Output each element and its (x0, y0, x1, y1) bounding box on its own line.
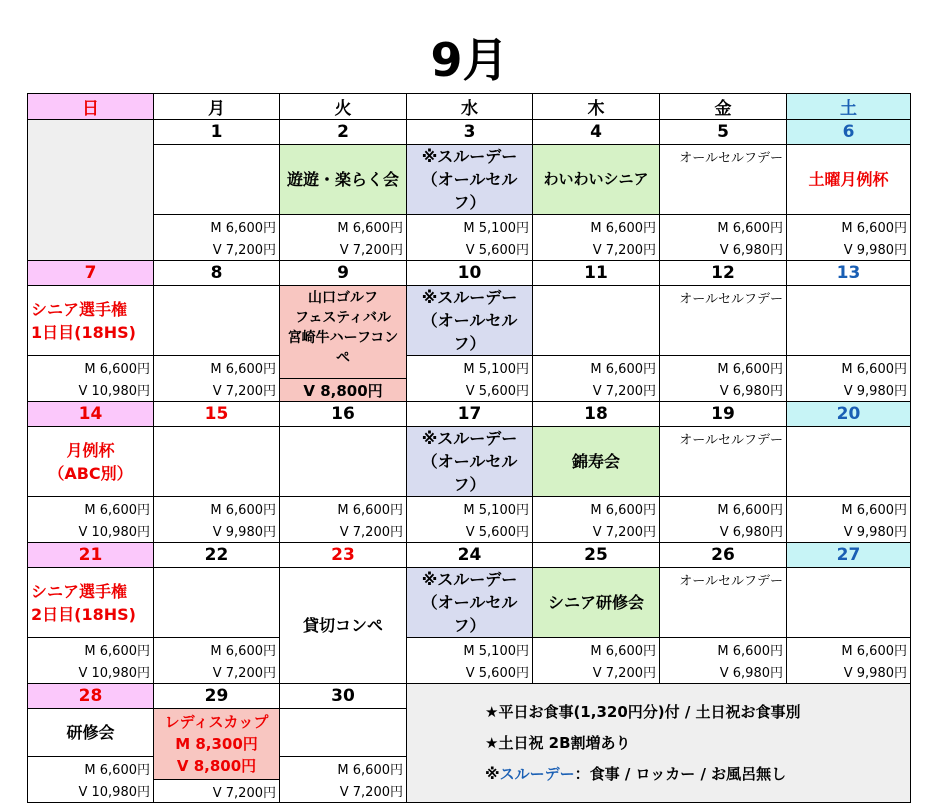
price-v: V 5,600円 (407, 238, 533, 261)
price-m: M 6,600円 (787, 497, 911, 520)
event-cell: ※スルーデー （オールセルフ） (407, 568, 533, 638)
event-cell: ※スルーデー （オールセルフ） (407, 145, 533, 215)
date-cell[interactable]: 3 (407, 120, 533, 145)
price-m: M 6,600円 (28, 356, 154, 379)
week3-event-row (28, 427, 911, 497)
price-v: V 6,980円 (660, 238, 787, 261)
note-mark: ※ (485, 764, 500, 783)
price-v: V 5,600円 (407, 661, 533, 684)
date-cell[interactable]: 5 (660, 120, 787, 145)
event-cell: 山口ゴルフ フェスティバル 宮崎牛ハーフコンペ (280, 286, 407, 379)
weekday-fri: 金 (660, 94, 787, 120)
event-cell (787, 427, 911, 497)
event-cell (154, 286, 280, 356)
event-cell: 土曜月例杯 (787, 145, 911, 215)
date-cell[interactable]: 28 (28, 684, 154, 709)
event-cell: シニア選手権 1日目(18HS) (28, 286, 154, 356)
price-m: M 5,100円 (407, 356, 533, 379)
weekday-sat: 土 (787, 94, 911, 120)
price-v: V 7,200円 (533, 661, 660, 684)
event-cell: 月例杯 （ABC別） (28, 427, 154, 497)
price-v: V 7,200円 (533, 379, 660, 402)
price-v: V 9,980円 (787, 379, 911, 402)
price-v: V 7,200円 (533, 520, 660, 543)
price-m: M 5,100円 (407, 638, 533, 661)
event-cell (533, 286, 660, 356)
price-m: M 5,100円 (407, 497, 533, 520)
date-cell[interactable]: 4 (533, 120, 660, 145)
price-m: M 6,600円 (154, 497, 280, 520)
price-m: M 6,600円 (533, 356, 660, 379)
date-cell[interactable]: 13 (787, 261, 911, 286)
price-m: M 6,600円 (660, 215, 787, 238)
event-cell (280, 709, 407, 757)
price-v: V 7,200円 (280, 780, 407, 803)
price-m: M 6,600円 (28, 638, 154, 661)
date-cell[interactable]: 8 (154, 261, 280, 286)
week2-date-row (28, 261, 911, 286)
date-cell[interactable]: 11 (533, 261, 660, 286)
price-m: M 6,600円 (28, 757, 154, 780)
weekday-tue: 火 (280, 94, 407, 120)
note-through-day-text: ：食事 / ロッカー / お風呂無し (574, 764, 787, 783)
week4-event-row (28, 568, 911, 638)
week1-m-row (28, 215, 911, 238)
week3-v-row (28, 520, 911, 543)
date-cell[interactable]: 1 (154, 120, 280, 145)
weekday-sun: 日 (28, 94, 154, 120)
event-cell: ※スルーデー （オールセルフ） (407, 427, 533, 497)
price-m: M 6,600円 (660, 356, 787, 379)
event-cell (787, 286, 911, 356)
note-meals: ★平日お食事(1,320円分)付 / 土日祝お食事別 (485, 702, 801, 721)
week1-date-row (28, 120, 911, 145)
event-cell (154, 568, 280, 638)
date-cell[interactable]: 12 (660, 261, 787, 286)
price-v: V 6,980円 (660, 379, 787, 402)
week5-date-row (28, 684, 911, 709)
week2-m-row (28, 356, 911, 379)
price-v: V 7,200円 (154, 379, 280, 402)
date-cell[interactable]: 2 (280, 120, 407, 145)
price-m: M 6,600円 (660, 638, 787, 661)
week1-v-row (28, 238, 911, 261)
event-cell (787, 568, 911, 638)
price-m: M 6,600円 (154, 356, 280, 379)
price-m: M 5,100円 (407, 215, 533, 238)
event-cell: 研修会 (28, 709, 154, 757)
price-v: V 7,200円 (280, 238, 407, 261)
price-m: M 6,600円 (533, 638, 660, 661)
date-cell[interactable]: 25 (533, 543, 660, 568)
event-cell: シニア選手権 2日目(18HS) (28, 568, 154, 638)
price-v: V 9,980円 (787, 520, 911, 543)
price-m: M 6,600円 (533, 215, 660, 238)
date-cell[interactable]: 30 (280, 684, 407, 709)
event-cell: 貸切コンペ (280, 568, 407, 684)
price-m: M 6,600円 (660, 497, 787, 520)
week2-event-row (28, 286, 911, 356)
date-cell[interactable]: 7 (28, 261, 154, 286)
week3-date-row (28, 402, 911, 427)
price-m: M 6,600円 (280, 757, 407, 780)
notes-panel (407, 684, 911, 803)
price-v: V 10,980円 (28, 520, 154, 543)
note-through-day-label: スルーデー (499, 764, 575, 783)
date-cell[interactable]: 23 (280, 543, 407, 568)
date-cell[interactable]: 20 (787, 402, 911, 427)
date-cell[interactable]: 16 (280, 402, 407, 427)
price-v: V 5,600円 (407, 379, 533, 402)
price-v: V 10,980円 (28, 661, 154, 684)
price-v: V 7,200円 (154, 661, 280, 684)
price-m: M 6,600円 (280, 215, 407, 238)
event-cell: オールセルフデー (660, 286, 787, 356)
weekday-header-row (28, 94, 911, 120)
date-cell[interactable]: 19 (660, 402, 787, 427)
week3-m-row (28, 497, 911, 520)
price-v: V 9,980円 (154, 520, 280, 543)
price-v: V 7,200円 (154, 238, 280, 261)
date-cell[interactable]: 29 (154, 684, 280, 709)
event-cell: 錦寿会 (533, 427, 660, 497)
price-v: V 9,980円 (787, 238, 911, 261)
price-v: V 5,600円 (407, 520, 533, 543)
date-cell[interactable]: 27 (787, 543, 911, 568)
date-cell[interactable]: 22 (154, 543, 280, 568)
date-cell[interactable]: 15 (154, 402, 280, 427)
note-through-day (485, 759, 907, 790)
event-cell: シニア研修会 (533, 568, 660, 638)
event-cell: オールセルフデー (660, 145, 787, 215)
page-title: 9月 (430, 33, 509, 87)
note-weekend-surcharge: ★土日祝 2B割増あり (485, 733, 631, 752)
week2-v-row (28, 379, 911, 402)
weekday-thu: 木 (533, 94, 660, 120)
price-v: V 7,200円 (280, 520, 407, 543)
price-m: M 6,600円 (787, 356, 911, 379)
empty-cell (28, 120, 154, 261)
price-v: V 6,980円 (660, 661, 787, 684)
date-cell[interactable]: 24 (407, 543, 533, 568)
price-v: V 7,200円 (533, 238, 660, 261)
week4-date-row (28, 543, 911, 568)
date-cell[interactable]: 14 (28, 402, 154, 427)
date-cell[interactable]: 18 (533, 402, 660, 427)
price-v: V 8,800円 (280, 379, 407, 402)
price-m: M 6,600円 (787, 638, 911, 661)
event-cell: レディスカップ M 8,300円 V 8,800円 (154, 709, 280, 780)
price-m: M 6,600円 (154, 638, 280, 661)
price-m: M 6,600円 (28, 497, 154, 520)
event-cell: ※スルーデー （オールセルフ） (407, 286, 533, 356)
event-cell: 遊遊・楽らく会 (280, 145, 407, 215)
price-m: M 6,600円 (280, 497, 407, 520)
date-cell[interactable]: 26 (660, 543, 787, 568)
event-cell (154, 427, 280, 497)
date-cell[interactable]: 10 (407, 261, 533, 286)
event-cell: わいわいシニア (533, 145, 660, 215)
price-m: M 6,600円 (787, 215, 911, 238)
price-v: V 7,200円 (154, 780, 280, 803)
date-cell[interactable]: 21 (28, 543, 154, 568)
price-m: M 6,600円 (533, 497, 660, 520)
price-m: M 6,600円 (154, 215, 280, 238)
price-v: V 10,980円 (28, 379, 154, 402)
calendar-table (27, 93, 911, 803)
week4-m-row (28, 638, 911, 661)
date-cell[interactable]: 6 (787, 120, 911, 145)
date-cell[interactable]: 9 (280, 261, 407, 286)
event-cell (154, 145, 280, 215)
week4-v-row (28, 661, 911, 684)
event-cell: オールセルフデー (660, 427, 787, 497)
event-cell: オールセルフデー (660, 568, 787, 638)
event-cell (280, 427, 407, 497)
price-v: V 6,980円 (660, 520, 787, 543)
price-v: V 10,980円 (28, 780, 154, 803)
weekday-mon: 月 (154, 94, 280, 120)
week1-event-row (28, 145, 911, 215)
price-v: V 9,980円 (787, 661, 911, 684)
date-cell[interactable]: 17 (407, 402, 533, 427)
weekday-wed: 水 (407, 94, 533, 120)
